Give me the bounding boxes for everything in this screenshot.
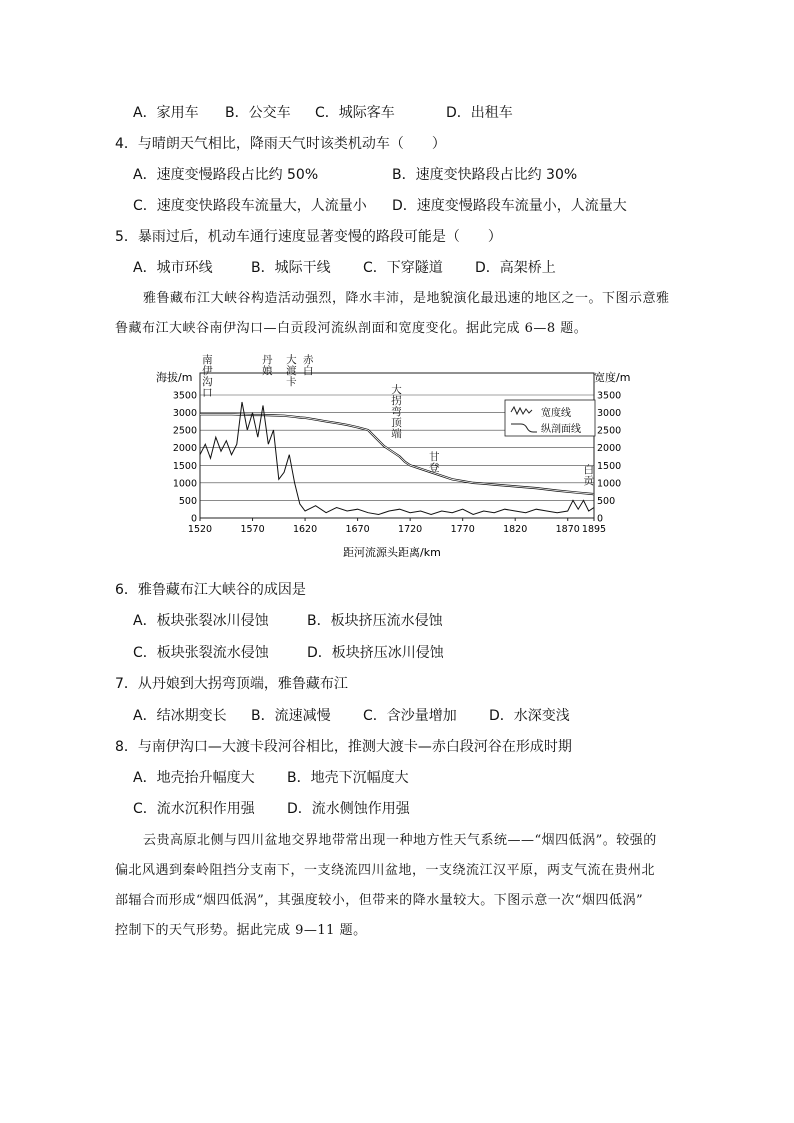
- q6-option-a: A．板块张裂冰川侵蚀: [133, 613, 269, 629]
- chart-legend: [505, 400, 595, 436]
- y-left-tick-label: 500: [178, 495, 197, 507]
- passage-line: 云贵高原北侧与四川盆地交界地带常出现一种地方性天气系统——“烟四低涡”。较强的: [143, 833, 657, 848]
- place-label: [202, 353, 213, 399]
- q3-option-d: D．出租车: [446, 105, 513, 121]
- q8-options-row2: [133, 799, 410, 819]
- y-right-tick-label: 500: [597, 495, 616, 507]
- x-tick-label: 1770: [450, 524, 475, 535]
- q6-stem: 6．雅鲁藏布江大峡谷的成因是: [115, 582, 306, 598]
- q4-option-a: A．速度变慢路段占比约 50%: [133, 167, 319, 183]
- q4-option-c: C．速度变快路段车流量大，人流量小: [133, 198, 367, 214]
- q8-option-c: C．流水沉积作用强: [133, 801, 255, 817]
- q5-option-c: C．下穿隧道: [363, 260, 443, 276]
- y-axis-left-label: 海拔/m: [156, 371, 193, 384]
- y-left-tick-label: 3000: [172, 408, 197, 420]
- place-label: [303, 353, 314, 377]
- y-left-tick-label: 2500: [172, 425, 197, 437]
- place-label-char: 卡: [286, 376, 297, 388]
- passage-6-8: [115, 284, 670, 344]
- q4-option-d: D．速度变慢路段车流量小，人流量大: [392, 198, 627, 214]
- x-axis-label: 距河流源头距离/km: [343, 546, 441, 559]
- q5-option-b: B．城际干线: [251, 260, 331, 276]
- y-right-tick-label: 1500: [597, 460, 622, 472]
- place-label-char: 赤: [302, 354, 314, 366]
- q3-option-a: A．家用车: [133, 105, 199, 121]
- place-label: [262, 354, 273, 377]
- place-label-char: 大: [391, 384, 402, 396]
- q4-stem: 4．与晴朗天气相比，降雨天气时该类机动车（ ）: [115, 136, 446, 152]
- y-left-tick-label: 1000: [172, 478, 197, 490]
- q6-option-d: D．板块挤压冰川侵蚀: [307, 645, 444, 661]
- q7-option-a: A．结冰期变长: [133, 708, 227, 724]
- y-left-tick-label: 2000: [172, 443, 197, 455]
- place-label-char: 贡: [583, 475, 594, 487]
- x-tick-label: 1820: [503, 524, 528, 535]
- place-label-char: 伊: [202, 365, 213, 377]
- place-label-char: 弯: [391, 406, 402, 418]
- x-tick-label: 1720: [398, 524, 423, 535]
- q7-option-d: D．水深变浅: [489, 708, 570, 724]
- place-label: [429, 450, 440, 474]
- y-left-tick-label: 1500: [172, 460, 197, 472]
- passage-line: 部辐合而形成“烟四低涡”，其强度较小，但带来的降水量较大。下图示意一次“烟四低涡”: [115, 893, 644, 908]
- passage-line: 偏北风遇到秦岭阻挡分支南下，一支绕流四川盆地，一支绕流江汉平原，两支气流在贵州北: [115, 863, 656, 878]
- passage-line: 雅鲁藏布江大峡谷构造活动强烈，降水丰沛，是地貌演化最迅速的地区之一。下图示意雅: [143, 291, 670, 306]
- place-label-char: 口: [202, 387, 213, 399]
- q4-options-row2: [133, 196, 627, 216]
- q4-options-row1: [133, 165, 577, 185]
- place-label-char: 登: [429, 462, 440, 474]
- q3-options: [133, 103, 513, 123]
- y-right-tick-label: 0: [597, 513, 604, 525]
- q5-options: [133, 258, 556, 278]
- y-left-tick-label: 0: [190, 513, 197, 525]
- q8-options-row1: [133, 768, 409, 788]
- place-label: [583, 463, 595, 487]
- place-label-char: 端: [391, 428, 402, 440]
- place-label-char: 南: [202, 354, 213, 366]
- place-label-char: 沟: [202, 376, 213, 388]
- q7-options: [133, 706, 570, 726]
- x-tick-label: 1870: [555, 524, 580, 535]
- q8-option-d: D．流水侧蚀作用强: [287, 801, 410, 817]
- q3-option-b: B．公交车: [225, 105, 291, 121]
- q5-option-a: A．城市环线: [133, 260, 213, 276]
- q6-options-row1: [133, 611, 443, 631]
- q3-option-c: C．城际客车: [315, 105, 395, 121]
- y-axis-right-label: 宽度/m: [594, 371, 631, 384]
- passage-line: 控制下的天气形势。据此完成 9—11 题。: [115, 923, 367, 938]
- place-label-char: 拐: [391, 395, 402, 407]
- x-tick-label: 1570: [240, 524, 265, 535]
- q6-option-b: B．板块挤压流水侵蚀: [307, 613, 443, 629]
- q8-option-a: A．地壳抬升幅度大: [133, 770, 255, 786]
- y-left-tick-label: 3500: [172, 390, 197, 402]
- y-right-tick-label: 2000: [597, 443, 622, 455]
- q5-stem: 5．暴雨过后，机动车通行速度显著变慢的路段可能是（ ）: [115, 229, 502, 245]
- y-right-tick-label: 3500: [597, 390, 622, 402]
- x-tick-label: 1620: [292, 524, 318, 535]
- q7-option-c: C．含沙量增加: [363, 708, 457, 724]
- q6-option-c: C．板块张裂流水侵蚀: [133, 645, 269, 661]
- y-right-tick-label: 1000: [597, 478, 622, 490]
- place-label-char: 大: [286, 354, 297, 366]
- y-right-tick-label: 2500: [597, 425, 622, 437]
- river-profile-chart: [156, 354, 631, 570]
- passage-line: 鲁藏布江大峡谷南伊沟口—白贡段河流纵剖面和宽度变化。据此完成 6—8 题。: [115, 321, 588, 336]
- place-label-char: 顶: [391, 417, 402, 429]
- x-tick-label: 1520: [187, 524, 213, 535]
- place-label-char: 白: [302, 365, 314, 377]
- place-label: [286, 353, 297, 388]
- place-label-char: 甘: [429, 451, 440, 463]
- passage-9-11: [115, 826, 657, 946]
- q5-option-d: D．高架桥上: [475, 260, 556, 276]
- q8-stem: 8．与南伊沟口—大渡卡段河谷相比，推测大渡卡—赤白段河谷在形成时期: [115, 739, 572, 755]
- place-label-char: 白: [583, 464, 594, 476]
- legend-width-label: 宽度线: [541, 408, 571, 419]
- x-tick-label: 1895: [581, 524, 607, 535]
- q7-option-b: B．流速减慢: [251, 708, 331, 724]
- q8-option-b: B．地壳下沉幅度大: [287, 770, 409, 786]
- y-right-tick-label: 3000: [597, 408, 622, 420]
- legend-profile-label: 纵剖面线: [541, 424, 581, 435]
- place-label-char: 渡: [286, 365, 297, 377]
- q4-option-b: B．速度变快路段占比约 30%: [392, 167, 578, 183]
- x-tick-label: 1670: [345, 524, 370, 535]
- q7-stem: 7．从丹娘到大拐弯顶端，雅鲁藏布江: [115, 676, 348, 692]
- place-label-char: 娘: [261, 365, 273, 377]
- place-label-char: 丹: [261, 354, 273, 366]
- q6-options-row2: [133, 643, 444, 663]
- place-label: [391, 383, 402, 440]
